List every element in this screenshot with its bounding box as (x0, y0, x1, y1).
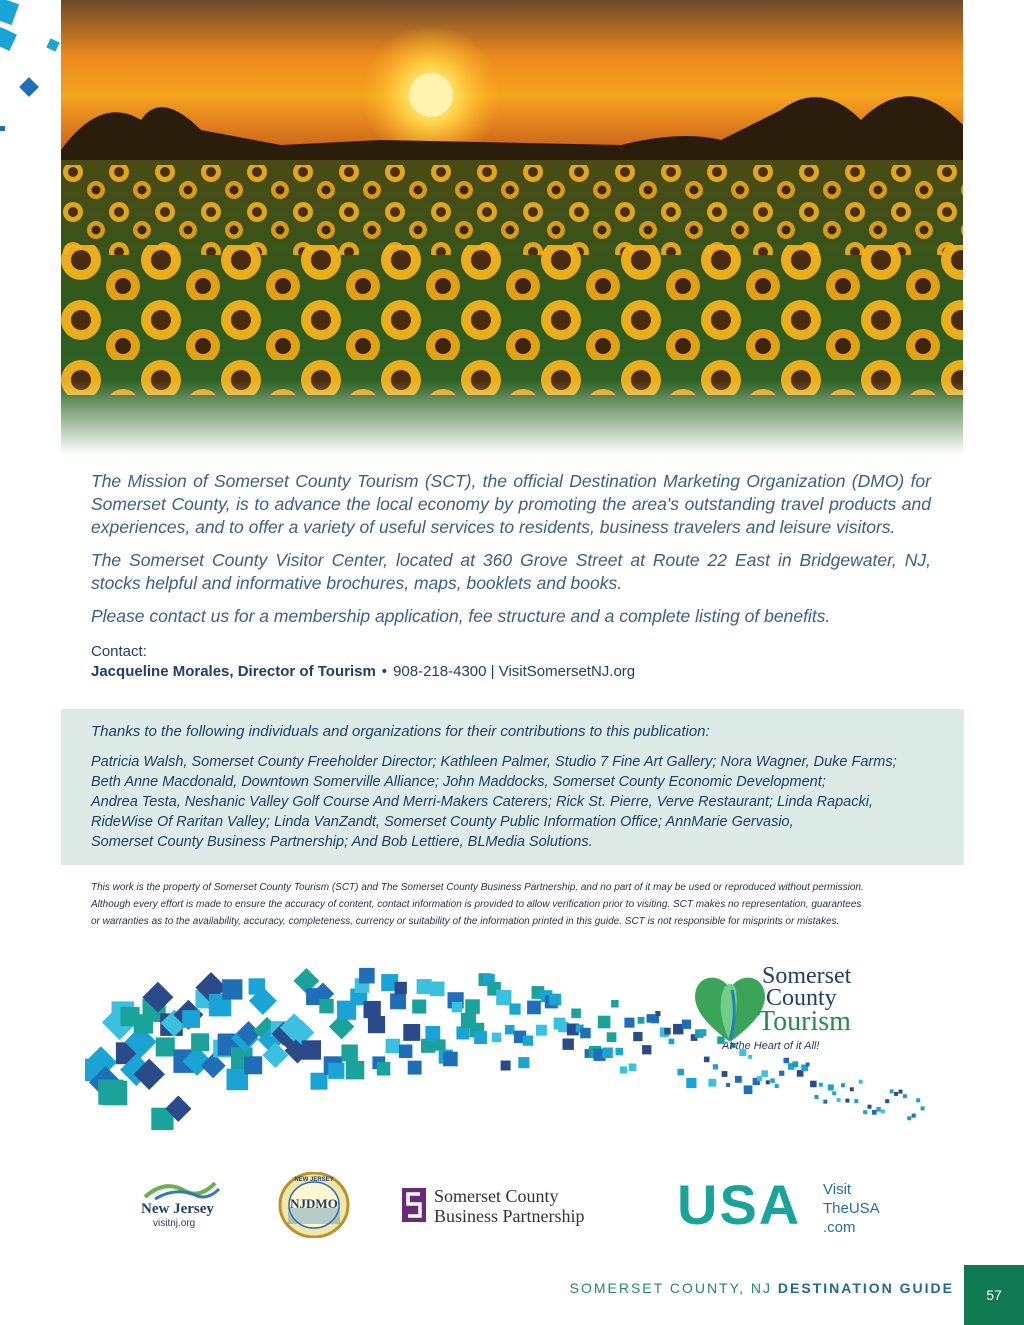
wave-square (602, 1048, 613, 1059)
scbp-line1: Somerset County (434, 1186, 559, 1206)
wave-square (677, 1069, 684, 1076)
wave-square (837, 1098, 841, 1102)
contact-separator: • (381, 663, 388, 680)
wave-square (624, 1018, 634, 1028)
wave-square (664, 1028, 671, 1035)
wave-square (501, 1061, 511, 1071)
footer-title (570, 1280, 954, 1296)
wave-square (311, 1073, 328, 1090)
thanks-list (91, 752, 941, 852)
wave-square (899, 1090, 903, 1094)
wave-square (651, 1015, 659, 1023)
wave-square (377, 1062, 391, 1076)
wave-square (713, 1064, 718, 1069)
thanks-line: RideWise Of Raritan Valley; Linda VanZandt, Somerset County Public Information Office; AnnMarie Gervasio, (91, 814, 794, 830)
wave-square (726, 1083, 730, 1087)
wave-square (549, 994, 561, 1006)
wave-icon (135, 1175, 230, 1203)
scbp-name (434, 1186, 585, 1226)
wave-square (810, 1081, 817, 1088)
wave-square (779, 1071, 784, 1076)
sct-tagline: At the Heart of it All! (722, 1040, 820, 1052)
footer-title-regular: SOMERSET COUNTY, NJ (569, 1280, 773, 1296)
visit-the-usa-logo[interactable] (677, 1173, 897, 1236)
usa-big-text: USA (677, 1173, 802, 1236)
wave-square (408, 1061, 422, 1075)
wave-square (443, 1052, 458, 1067)
wave-square (598, 1016, 611, 1029)
wave-square (364, 1001, 381, 1018)
wave-square (921, 1106, 925, 1110)
wave-square (894, 1092, 898, 1096)
wave-square (434, 1039, 445, 1050)
mission-paragraph-2: The Somerset County Visitor Center, located at 360 Grove Street at Route 22 East in Bridgewater, NJ, stocks helpful and informative brochures, maps, booklets and books. (91, 550, 931, 593)
wave-square (832, 1091, 836, 1095)
disclaimer (91, 879, 941, 930)
wave-square (792, 1061, 798, 1067)
wave-square (616, 1048, 624, 1056)
disclaimer-line: This work is the property of Somerset County Tourism (SCT) and The Somerset County Business Partnership, and no part of it may be used or reproduced without permission. (91, 882, 864, 893)
wave-square (903, 1094, 907, 1098)
wave-square (633, 1032, 642, 1041)
sunflower-field-photo (61, 0, 963, 455)
contact-label: Contact: (91, 643, 147, 660)
wave-square (761, 1070, 768, 1077)
wave-square (527, 1001, 541, 1015)
wave-square (885, 1099, 889, 1103)
wave-square (735, 1076, 742, 1083)
wave-square (620, 1066, 627, 1073)
wave-square (669, 1039, 675, 1045)
wave-square (770, 1078, 775, 1083)
wave-square (456, 1027, 469, 1040)
njdmo-ring-text: NEW JERSEY (294, 1177, 334, 1183)
wave-square (302, 1040, 321, 1059)
footer-title-bold: DESTINATION GUIDE (777, 1280, 954, 1296)
wave-square (346, 1061, 365, 1080)
wave-square (430, 982, 445, 997)
wave-square (876, 1107, 881, 1112)
mission-statement (91, 470, 931, 638)
contact-block (91, 642, 635, 682)
wave-square (708, 1079, 716, 1087)
somerset-business-partnership-logo[interactable] (402, 1186, 632, 1226)
wave-square (859, 1080, 863, 1084)
thanks-box (61, 709, 964, 865)
thanks-intro: Thanks to the following individuals and organizations for their contributions to this publication: (91, 723, 710, 740)
wave-square (607, 1032, 617, 1042)
wave-square (518, 1057, 529, 1068)
sct-logo-line1: Somerset (762, 963, 852, 989)
sct-logo-line2: County (766, 985, 837, 1011)
corner-decoration (0, 0, 70, 140)
wave-square (819, 1083, 823, 1087)
wave-square (872, 1110, 877, 1115)
nj-url: visitnj.org (153, 1218, 196, 1229)
wave-square (523, 1036, 533, 1046)
thanks-line: Andrea Testa, Neshanic Valley Golf Course And Merri-Makers Caterers; Rick St. Pierre, Verve Restaurant; Linda Rapacki, (91, 794, 873, 810)
wave-square (328, 1063, 344, 1079)
wave-square (496, 990, 511, 1005)
wave-square (359, 968, 375, 984)
wave-square (686, 1078, 696, 1088)
wave-square (823, 1100, 827, 1104)
wave-square (806, 1063, 810, 1067)
wave-square (412, 1000, 426, 1014)
wave-square (563, 1039, 574, 1050)
thanks-line: Patricia Walsh, Somerset County Freeholder Director; Kathleen Palmer, Studio 7 Fine Art Gallery; Nora Wagner, Duke Farms; (91, 754, 897, 770)
usa-line1: Visit (823, 1181, 852, 1198)
wave-square (863, 1110, 867, 1114)
wave-square (815, 1095, 819, 1099)
wave-square (509, 1004, 520, 1015)
wave-square (505, 1025, 515, 1035)
wave-square (854, 1099, 858, 1103)
wave-square (828, 1084, 834, 1090)
scbp-line2: Business Partnership (434, 1206, 585, 1226)
wave-square (244, 1056, 262, 1074)
wave-square (629, 1064, 637, 1072)
usa-line3: .com (823, 1219, 856, 1236)
wave-square (182, 1010, 200, 1028)
wave-square (916, 1098, 920, 1102)
wave-square (395, 982, 407, 994)
wave-square (571, 1009, 581, 1019)
wave-square (386, 1039, 401, 1054)
wave-square (425, 1026, 440, 1041)
wave-square (845, 1099, 849, 1103)
wave-square (757, 1076, 762, 1081)
disclaimer-line: or warranties as to the availability, accuracy, completeness, currency or suitability of the information printed in this guide. SCT is not responsible for misprints or mistakes. (91, 916, 840, 927)
wave-square (390, 993, 406, 1009)
page-number: 57 (964, 1265, 1024, 1325)
wave-square (368, 1016, 385, 1033)
s-mark-icon (402, 1188, 426, 1222)
wave-square (775, 1084, 779, 1088)
usa-line2: TheUSA (823, 1200, 880, 1217)
mission-paragraph-1: The Mission of Somerset County Tourism (SCT), the official Destination Marketing Organization (DMO) for Somerset County, is to advance the local economy by promoting the area's outstanding travel products and experiences, and to offer a variety of useful services to residents, business travelers and leisure visitors. (91, 471, 931, 537)
wave-square (912, 1114, 916, 1118)
wave-square (722, 1071, 728, 1077)
wave-square (744, 1085, 753, 1094)
new-jersey-logo[interactable] (135, 1175, 230, 1235)
wave-square (766, 1080, 770, 1084)
wave-square (399, 1045, 413, 1059)
mission-paragraph-3: Please contact us for a membership application, fee structure and a complete listing of benefits. (91, 606, 831, 626)
wave-square (417, 979, 432, 994)
wave-square (868, 1105, 872, 1109)
disclaimer-line: Although every effort is made to ensure the accuracy of content, contact information is provided to allow verification prior to visiting. SCT makes no representation, guarantees (91, 899, 862, 910)
wave-square (191, 1033, 209, 1051)
wave-square (611, 1000, 619, 1008)
wave-square (319, 999, 333, 1013)
wave-square (642, 1045, 651, 1054)
wave-square (222, 979, 242, 999)
sct-logo-line3: Tourism (758, 1006, 851, 1037)
wave-square (580, 1028, 591, 1039)
wave-square (452, 1002, 463, 1013)
wave-square (536, 1025, 547, 1036)
wave-square (638, 1017, 645, 1024)
nj-name: New Jersey (141, 1201, 214, 1217)
wave-square (403, 1024, 420, 1041)
njdmo-logo[interactable] (278, 1172, 350, 1238)
wave-square (907, 1116, 911, 1120)
contact-name: Jacqueline Morales, Director of Tourism (91, 663, 376, 680)
wave-square (103, 1081, 128, 1106)
wave-square (421, 1039, 435, 1053)
thanks-line: Somerset County Business Partnership; And Bob Lettiere, BLMedia Solutions. (91, 834, 593, 850)
contact-phone-web[interactable]: 908-218-4300 | VisitSomersetNJ.org (393, 663, 636, 680)
wave-square (881, 1109, 885, 1113)
wave-square (890, 1089, 894, 1093)
wave-square (841, 1083, 845, 1087)
wave-square (492, 1033, 502, 1043)
wave-square (465, 999, 480, 1014)
wave-square (655, 1011, 660, 1016)
thanks-line: Beth Anne Macdonald, Downtown Somerville Alliance; John Maddocks, Somerset County Economic Development; (91, 774, 826, 790)
wave-square (850, 1087, 854, 1091)
njdmo-text: NJDMO (290, 1196, 338, 1211)
wave-square (474, 1031, 487, 1044)
wave-square (341, 1045, 358, 1062)
usa-site-name (823, 1180, 880, 1237)
wave-square (156, 1037, 175, 1056)
